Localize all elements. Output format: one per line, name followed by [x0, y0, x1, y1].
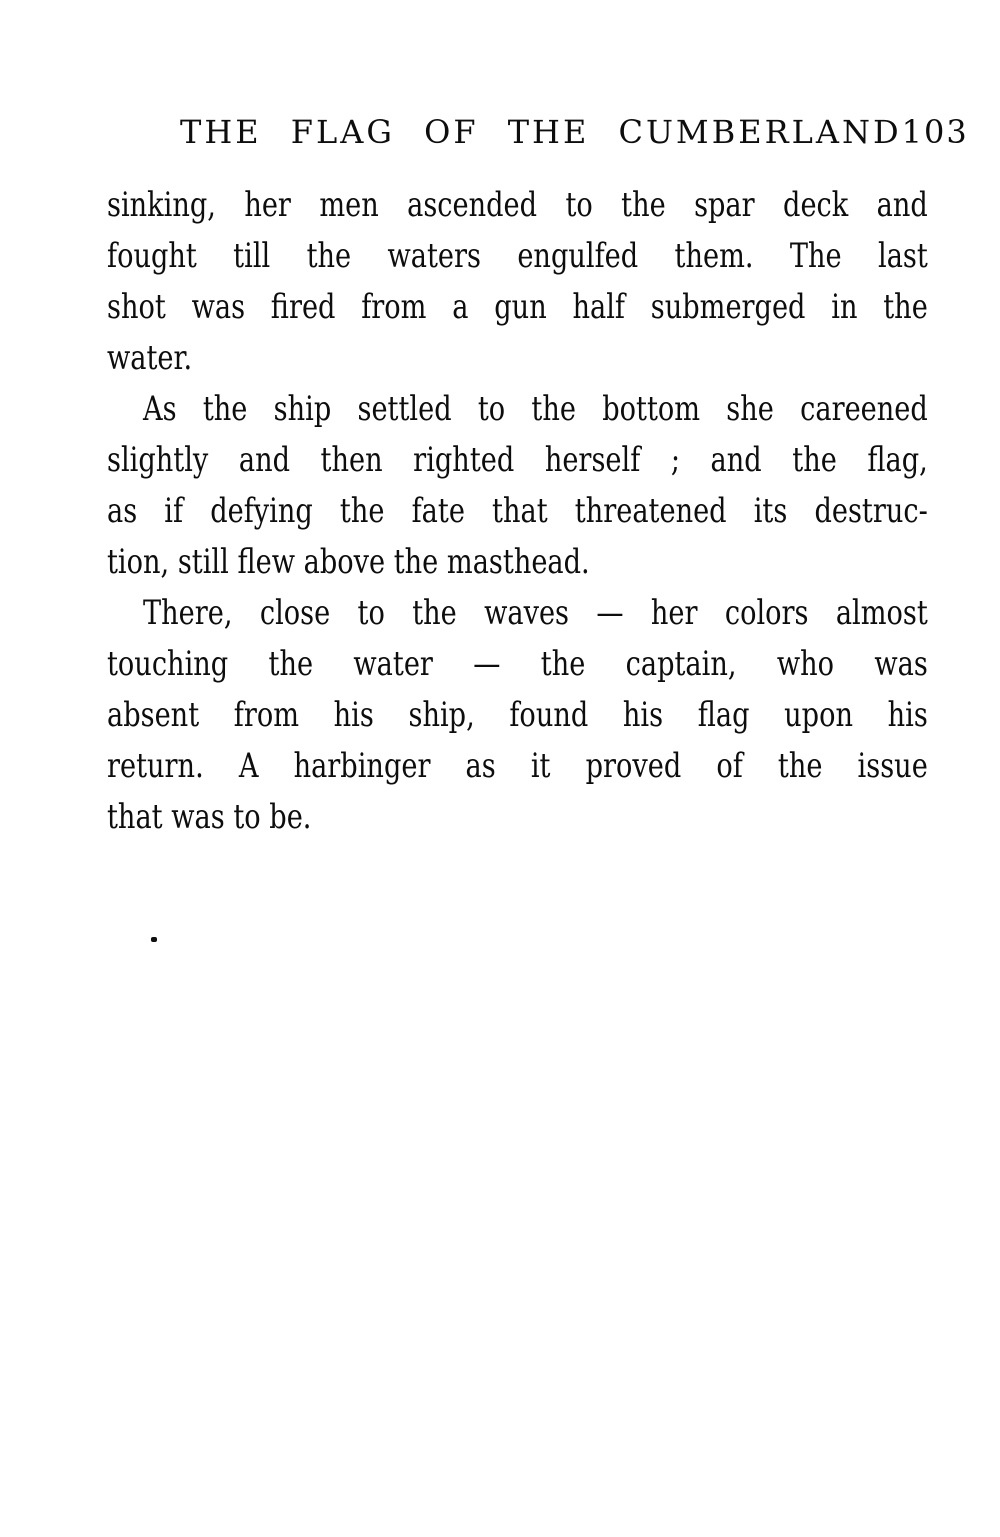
text-line: slightly and then righted herself ; and the flag,	[107, 440, 928, 480]
text-line: sinking, her men ascended to the spar deck and	[107, 185, 928, 225]
text-line: shot was fired from a gun half submerged in the	[107, 287, 928, 327]
running-title: THE FLAG OF THE CUMBERLAND	[180, 113, 902, 151]
text-line: touching the water — the captain, who was	[107, 644, 928, 684]
body-text	[107, 180, 928, 843]
text-line: fought till the waters engulfed them. The last	[107, 236, 928, 276]
page-number: 103	[901, 113, 969, 151]
text-line: water.	[107, 338, 193, 378]
text-line: absent from his ship, found his flag upon his	[107, 695, 928, 735]
ink-speck	[151, 937, 157, 942]
text-line: return. A harbinger as it proved of the issue	[107, 746, 928, 786]
text-line: as if defying the fate that threatened its destruc-	[107, 491, 928, 531]
page-header	[180, 113, 969, 151]
text-line: There, close to the waves — her colors almost	[143, 593, 928, 633]
text-line: tion, still flew above the masthead.	[107, 542, 590, 582]
text-line: As the ship settled to the bottom she careened	[143, 389, 928, 429]
text-line: that was to be.	[107, 797, 312, 837]
